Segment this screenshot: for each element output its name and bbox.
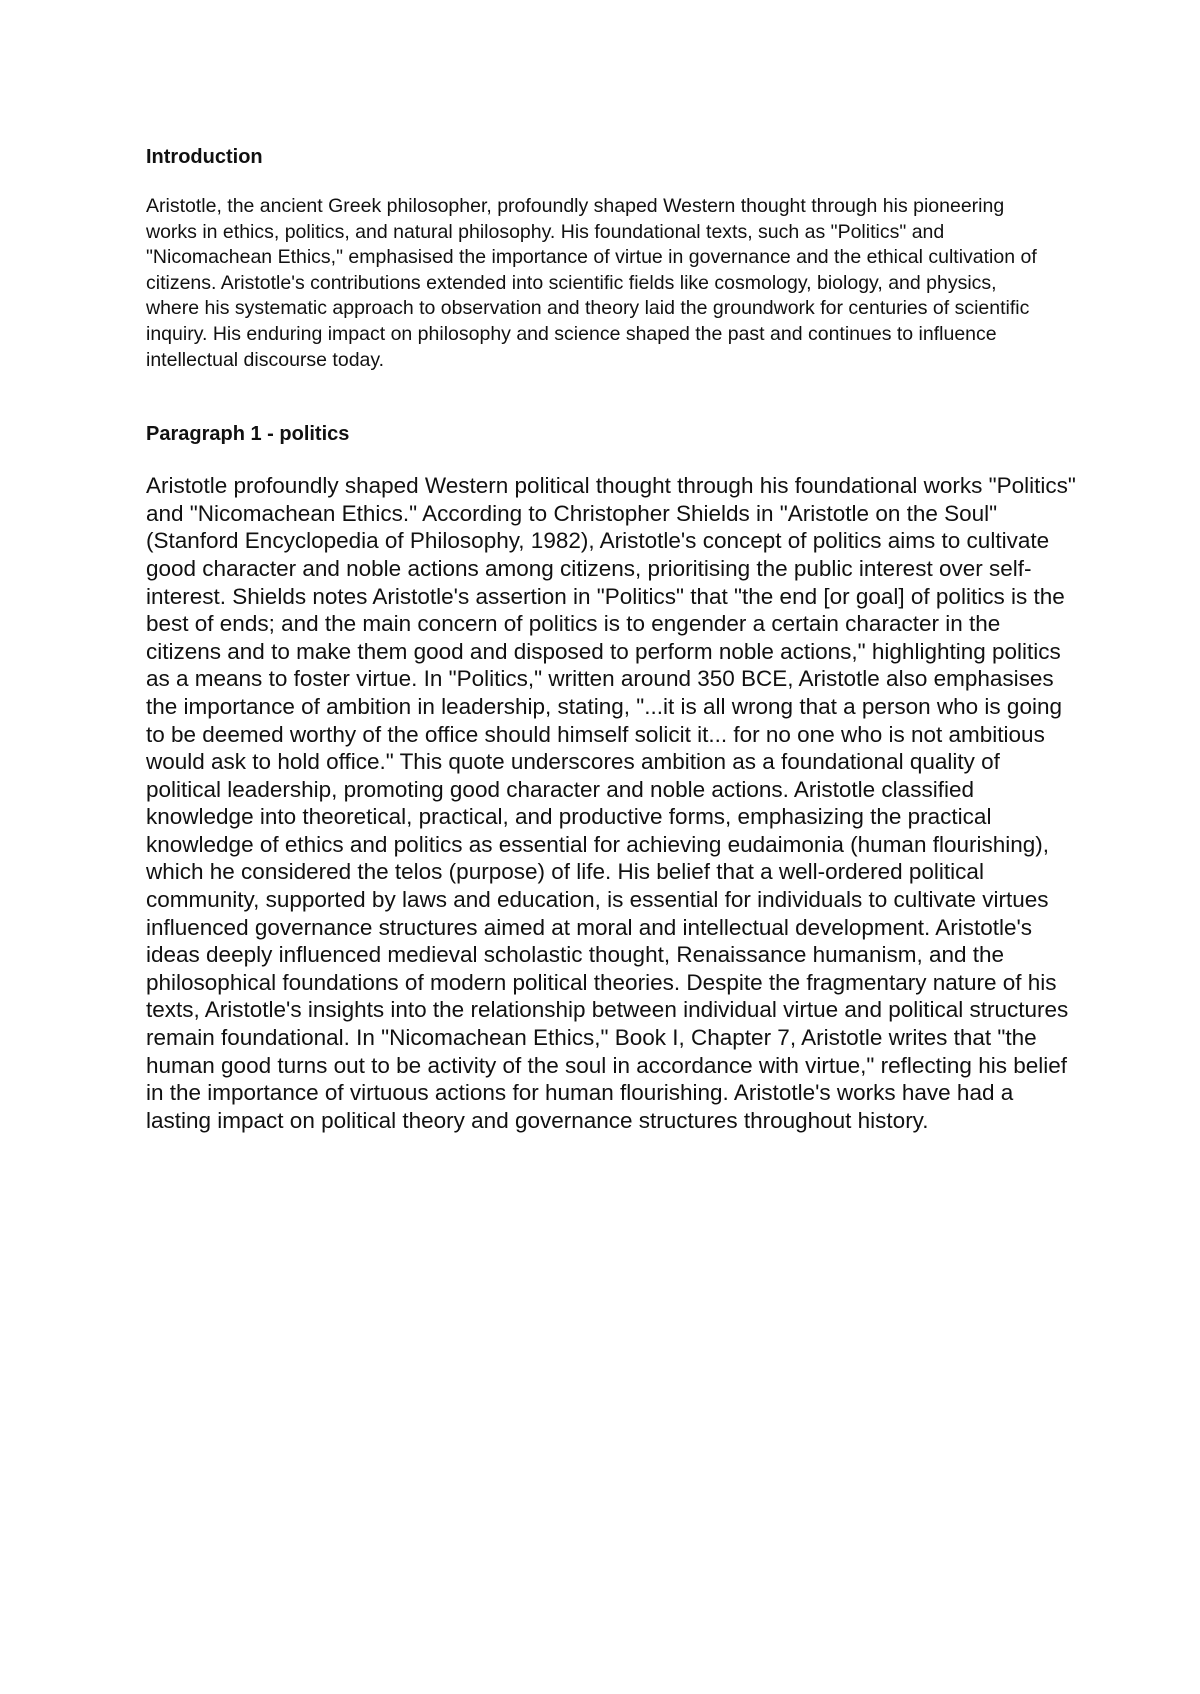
introduction-section (146, 144, 1076, 373)
introduction-heading: Introduction (146, 146, 263, 168)
politics-section (146, 421, 1076, 1134)
politics-paragraph: Aristotle profoundly shaped Western political thought through his foundational works "Politics" and "Nicomachean Ethics." According to Christopher Shields in "Aristotle on the Soul" (Stanford Encyclopedia of Philosophy, 1982), Aristotle's concept of politics aims to cultivate good character and noble actions among citizens, prioritising the public interest over self-interest. Shields notes Aristotle's assertion in "Politics" that "the end [or goal] of politics is the best of ends; and the main concern of politics is to engender a certain character in the citizens and to make them good and disposed to perform noble actions," highlighting politics as a means to foster virtue. In "Politics," written around 350 BCE, Aristotle also emphasises the importance of ambition in leadership, stating, "...it is all wrong that a person who is going to be deemed worthy of the office should himself solicit it... for no one who is not ambitious would ask to hold office." This quote underscores ambition as a foundational quality of political leadership, promoting good character and noble actions. Aristotle classified knowledge into theoretical, practical, and productive forms, emphasizing the practical knowledge of ethics and politics as essential for achieving eudaimonia (human flourishing), which he considered the telos (purpose) of life. His belief that a well-ordered political community, supported by laws and education, is essential for individuals to cultivate virtues influenced governance structures aimed at moral and intellectual development. Aristotle's ideas deeply influenced medieval scholastic thought, Renaissance humanism, and the philosophical foundations of modern political theories. Despite the fragmentary nature of his texts, Aristotle's insights into the relationship between individual virtue and political structures remain foundational. In "Nicomachean Ethics," Book I, Chapter 7, Aristotle writes that "the human good turns out to be activity of the soul in accordance with virtue," reflecting his belief in the importance of virtuous actions for human flourishing. Aristotle's works have had a lasting impact on political theory and governance structures throughout history. (146, 473, 1076, 1133)
politics-heading: Paragraph 1 - politics (146, 423, 350, 446)
introduction-paragraph: Aristotle, the ancient Greek philosopher, profoundly shaped Western thought through his pioneering works in ethics, politics, and natural philosophy. His foundational texts, such as "Politics" and "Nicomachean Ethics," emphasised the importance of virtue in governance and the ethical cultivation of citizens. Aristotle's contributions extended into scientific fields like cosmology, biology, and physics, where his systematic approach to observation and theory laid the groundwork for centuries of scientific inquiry. His enduring impact on philosophy and science shaped the past and continues to influence intellectual discourse today. (146, 195, 1037, 371)
document-content (146, 144, 1076, 1134)
